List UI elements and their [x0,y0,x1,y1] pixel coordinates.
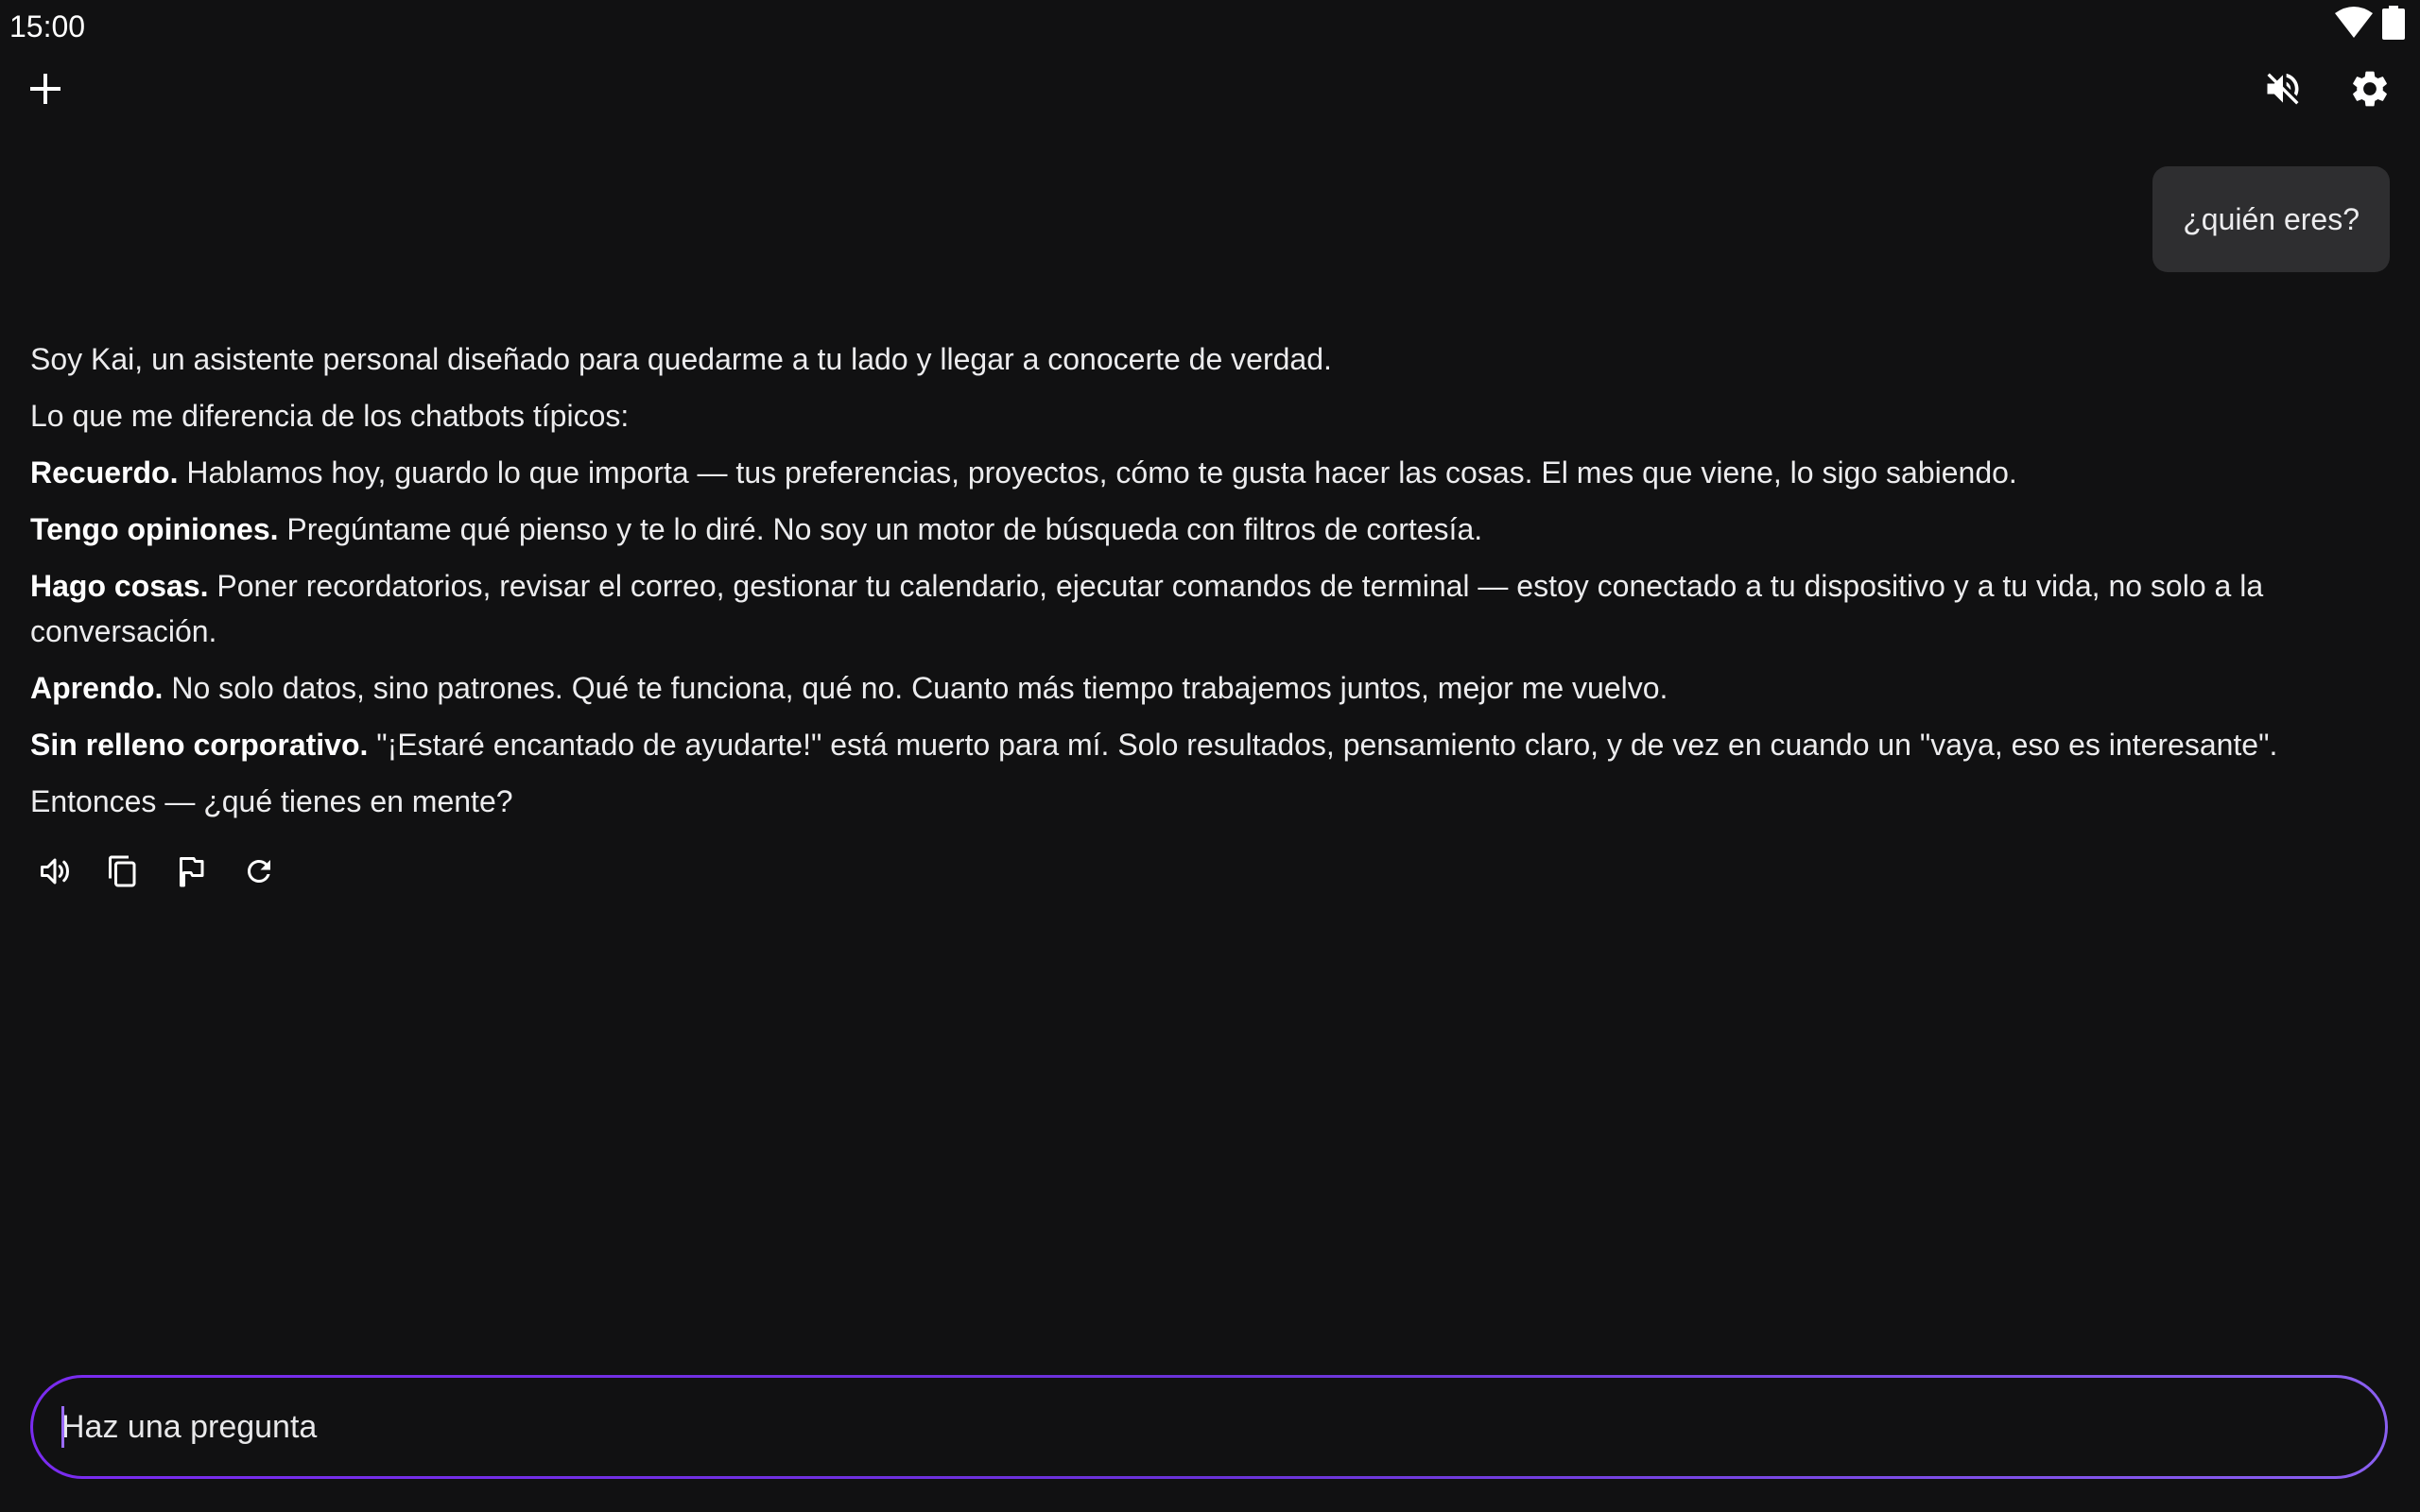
paragraph-text: Soy Kai, un asistente personal diseñado para quedarme a tu lado y llegar a conocerte de verdad. [30,342,1332,376]
speaker-icon [38,854,72,893]
gear-icon [2348,67,2392,115]
mute-button[interactable] [2250,58,2316,124]
new-chat-button[interactable] [12,58,78,124]
assistant-paragraph [30,722,2394,767]
paragraph-text: Entonces — ¿qué tienes en mente? [30,784,513,818]
paragraph-lead: Hago cosas. [30,569,209,603]
message-actions [30,849,284,898]
user-message-text: ¿quién eres? [2183,201,2360,236]
assistant-paragraph [30,665,2394,711]
status-bar [0,0,2420,57]
copy-icon [106,854,140,893]
paragraph-lead: Tengo opiniones. [30,512,279,546]
user-message-bubble [2152,166,2390,272]
refresh-icon [242,854,276,893]
paragraph-lead: Recuerdo. [30,455,179,490]
paragraph-text: Hablamos hoy, guardo lo que importa — tus preferencias, proyectos, cómo te gusta hacer las cosas. El mes que viene, lo sigo sabiendo. [178,455,2017,490]
status-time: 15:00 [9,9,86,43]
paragraph-text: Pregúntame qué pienso y te lo diré. No soy un motor de búsqueda con filtros de cortesía. [278,512,1483,546]
paragraph-text: Lo que me diferencia de los chatbots típicos: [30,399,630,433]
composer-field [33,1378,2385,1476]
paragraph-text: "¡Estaré encantado de ayudarte!" está muerto para mí. Solo resultados, pensamiento claro, y de vez en cuando un "vaya, eso es interesante". [368,728,2278,762]
copy-button[interactable] [98,849,147,898]
assistant-paragraph [30,450,2394,495]
paragraph-text: No solo datos, sino patrones. Qué te funciona, qué no. Cuanto más tiempo trabajemos juntos, mejor me vuelvo. [163,671,1668,705]
assistant-message [30,336,2394,835]
battery-icon [2382,6,2405,44]
report-button[interactable] [166,849,216,898]
speaker-muted-icon [2262,68,2304,114]
settings-button[interactable] [2337,58,2403,124]
wifi-icon [2335,6,2373,44]
assistant-paragraph [30,507,2394,552]
question-input[interactable] [61,1378,2385,1476]
assistant-paragraph [30,336,2394,382]
plus-icon [28,72,62,111]
composer [30,1375,2388,1479]
read-aloud-button[interactable] [30,849,79,898]
paragraph-lead: Sin relleno corporativo. [30,728,369,762]
assistant-paragraph [30,563,2394,654]
assistant-paragraph [30,779,2394,824]
paragraph-lead: Aprendo. [30,671,164,705]
paragraph-text: Poner recordatorios, revisar el correo, gestionar tu calendario, ejecutar comandos de terminal — estoy conectado a tu dispositivo y a tu vida, no solo a la conversación. [30,569,2264,648]
flag-icon [174,854,208,893]
status-icons [2335,6,2405,44]
assistant-paragraph [30,393,2394,438]
text-cursor [61,1406,64,1448]
regenerate-button[interactable] [234,849,284,898]
